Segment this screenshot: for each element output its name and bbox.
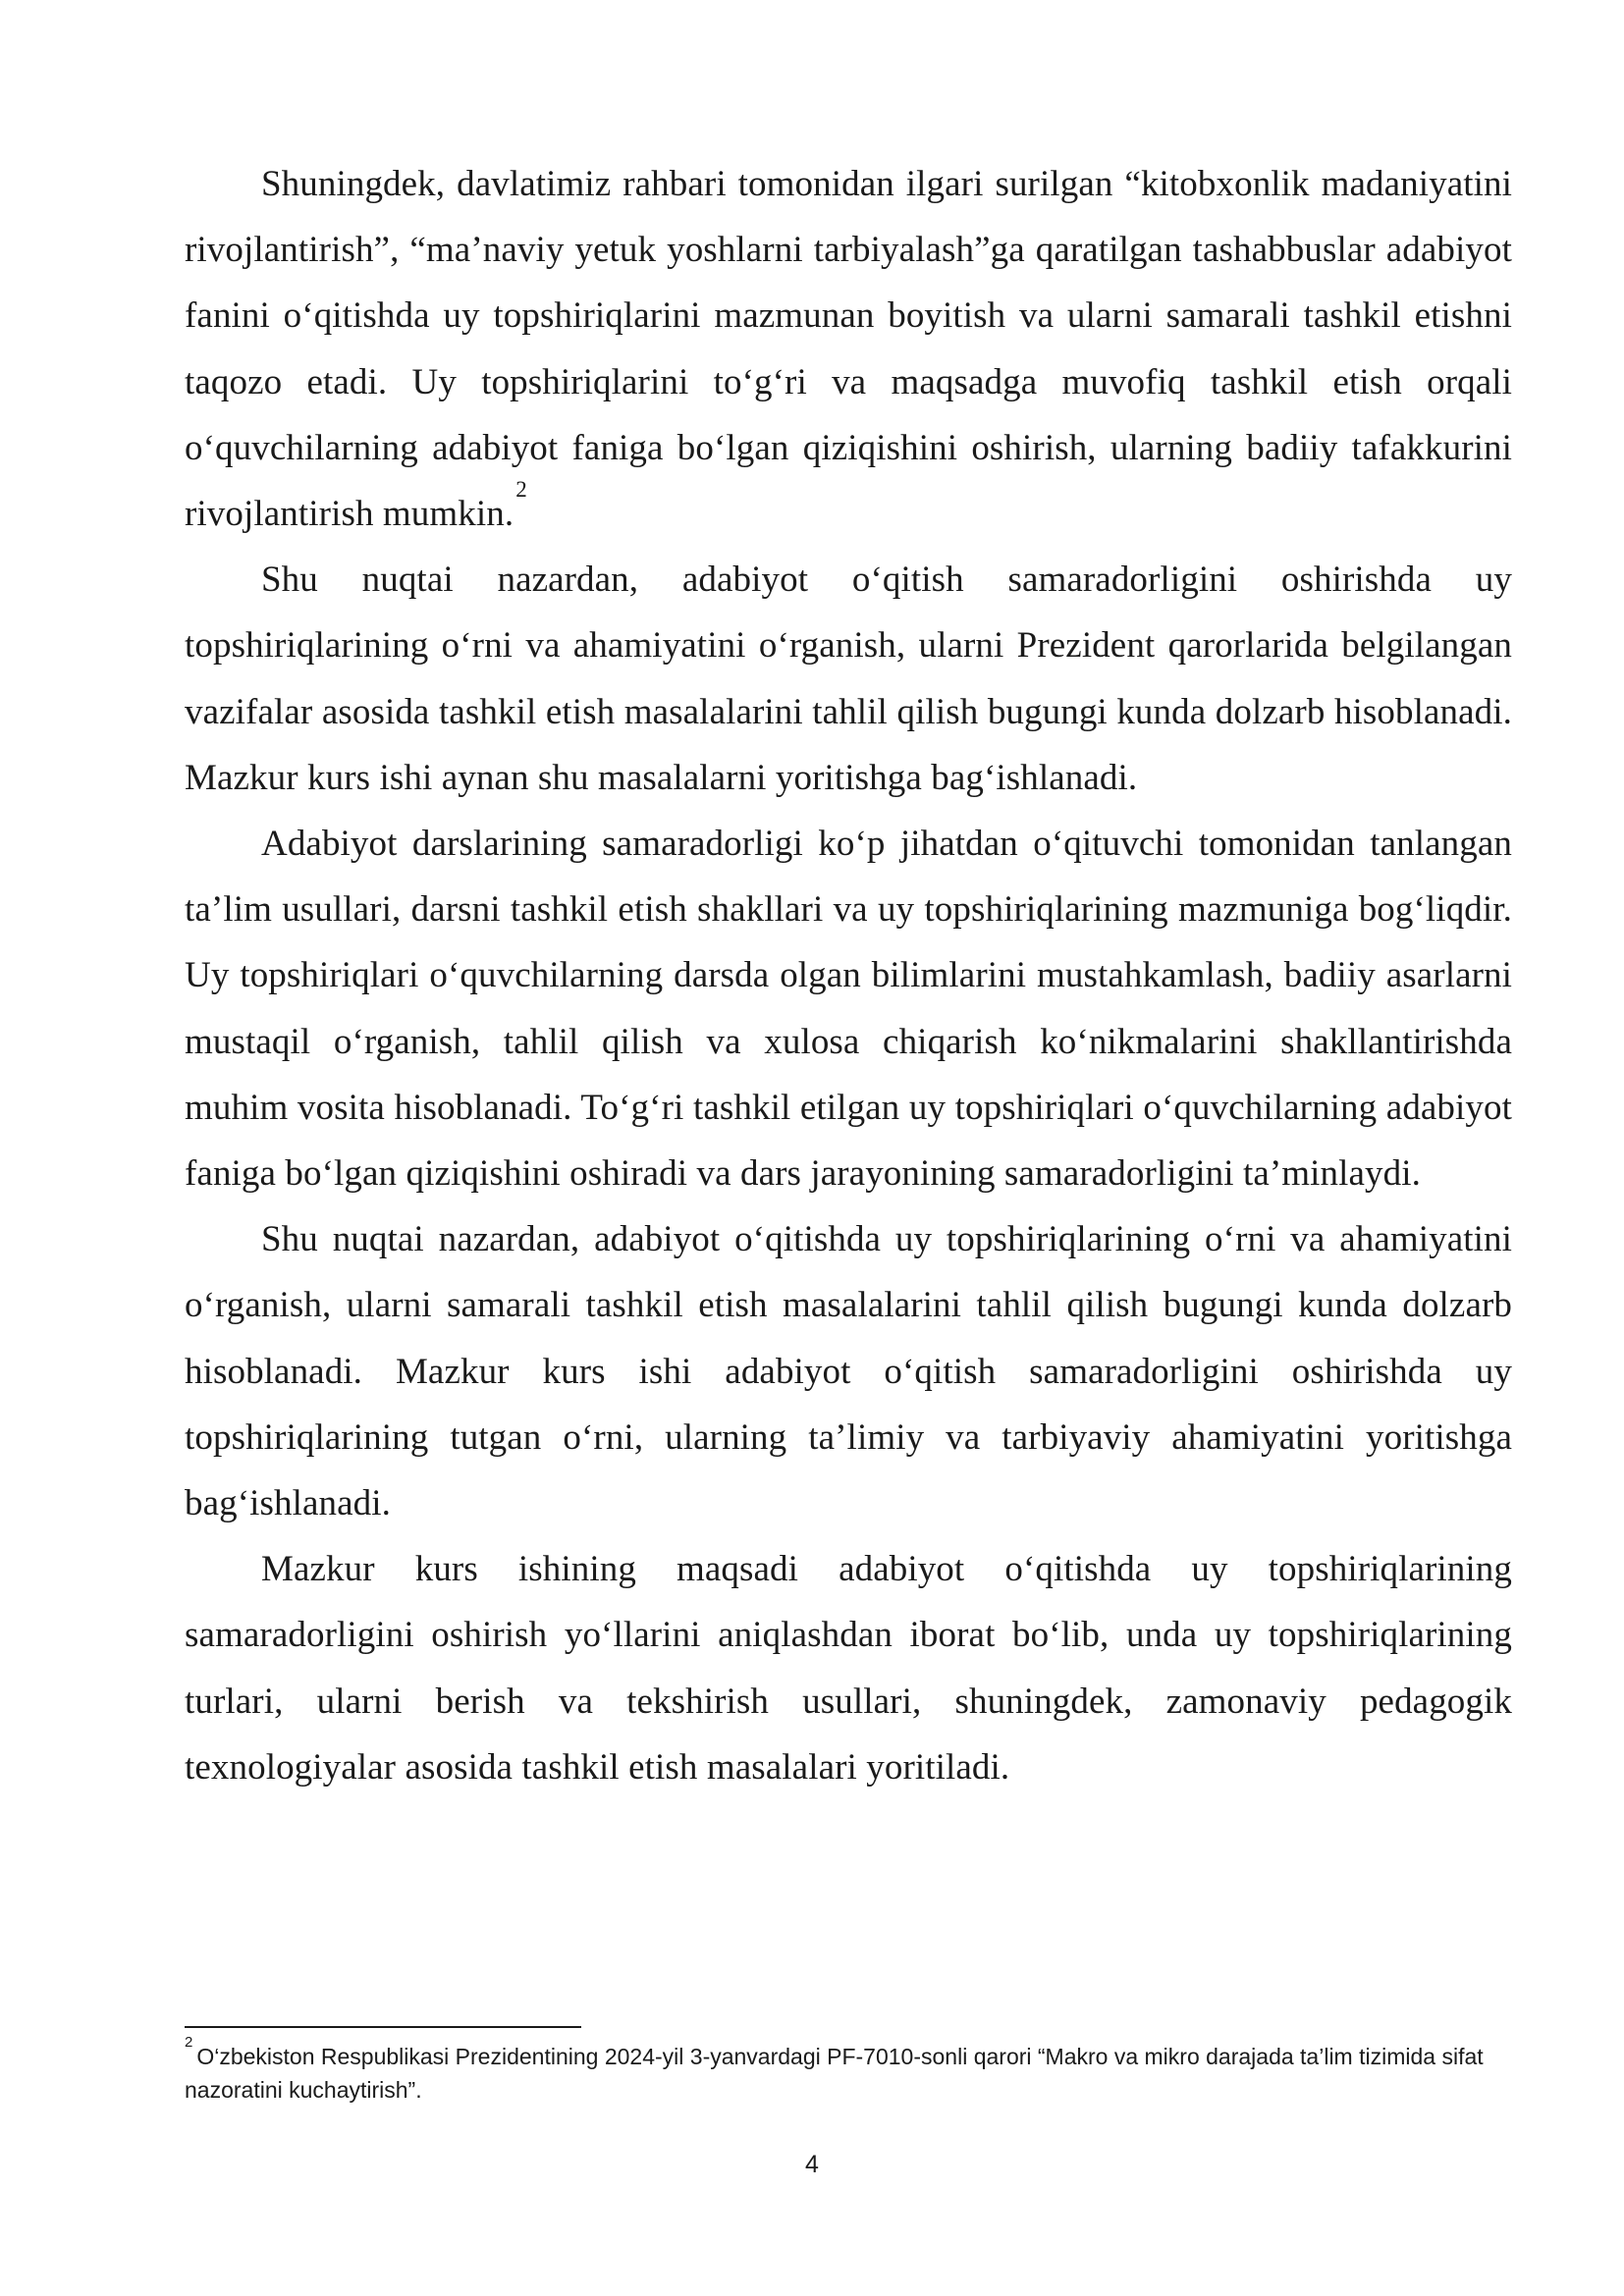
paragraph-1-text: Shuningdek, davlatimiz rahbari tomonidan ilgari surilgan “kitobxonlik madaniyatini rivojlantirish”, “ma’naviy yetuk yoshlarni tarbiyalash”ga qaratilgan tashabbuslar adabiyot fanini o‘qitishda uy topshiriqlarini mazmunan boyitish va ularni samarali tashkil etishni taqozo etadi. Uy topshiriqlarini to‘g‘ri va maqsadga muvofiq tashkil etish orqali o‘quvchilarning adabiyot faniga bo‘lgan qiziqishini oshirish, ularning badiiy tafakkurini rivojlantirish mumkin. (185, 164, 1512, 535)
paragraph-3: Adabiyot darslarining samaradorligi ko‘p jihatdan o‘qituvchi tomonidan tanlangan ta’lim usullari, darsni tashkil etish shakllari va uy topshiriqlarining mazmuniga bog‘liqdir. Uy topshiriqlari o‘quvchilarning darsda olgan bilimlarini mustahkamlash, badiiy asarlarni mustaqil o‘rganish, tahlil qilish va xulosa chiqarish ko‘nikmalarini shakllantirishda muhim vosita hisoblanadi. To‘g‘ri tashkil etilgan uy topshiriqlari o‘quvchilarning adabiyot faniga bo‘lgan qiziqishini oshiradi va dars jarayonining samaradorligini ta’minlaydi. (185, 824, 1512, 1195)
footnote-mark: 2 (185, 2034, 193, 2052)
footnote (185, 2034, 1512, 2107)
page-number: 4 (805, 2151, 819, 2178)
paragraph-2: Shu nuqtai nazardan, adabiyot o‘qitish samaradorligini oshirishda uy topshiriqlarining o‘rni va ahamiyatini o‘rganish, ularni Prezident qarorlarida belgilangan vazifalar asosida tashkil etish masalalarini tahlil qilish bugungi kunda dolzarb hisoblanadi. Mazkur kurs ishi aynan shu masalalarni yoritishga bag‘ishlanadi. (185, 560, 1512, 798)
paragraph-4: Shu nuqtai nazardan, adabiyot o‘qitishda uy topshiriqlarining o‘rni va ahamiyatini o‘rganish, ularni samarali tashkil etish masalalarini tahlil qilish bugungi kunda dolzarb hisoblanadi. Mazkur kurs ishi adabiyot o‘qitish samaradorligini oshirishda uy topshiriqlarining tutgan o‘rni, ularning ta’limiy va tarbiyaviy ahamiyatini yoritishga bag‘ishlanadi. (185, 1219, 1512, 1524)
paragraph-1 (185, 151, 1512, 547)
document-body (185, 151, 1512, 1800)
footnote-text: O‘zbekiston Respublikasi Prezidentining 2024-yil 3-yanvardagi PF-7010-sonli qarori “Makro va mikro darajada ta’lim tizimida sifat nazoratini kuchaytirish”. (185, 2044, 1484, 2103)
paragraph-5: Mazkur kurs ishining maqsadi adabiyot o‘qitishda uy topshiriqlarining samaradorligini oshirish yo‘llarini aniqlashdan iborat bo‘lib, unda uy topshiriqlarining turlari, ularni berish va tekshirish usullari, shuningdek, zamonaviy pedagogik texnologiyalar asosida tashkil etish masalalari yoritiladi. (185, 1549, 1512, 1788)
footnote-separator (185, 2026, 581, 2028)
footnote-reference[interactable]: 2 (515, 476, 527, 502)
